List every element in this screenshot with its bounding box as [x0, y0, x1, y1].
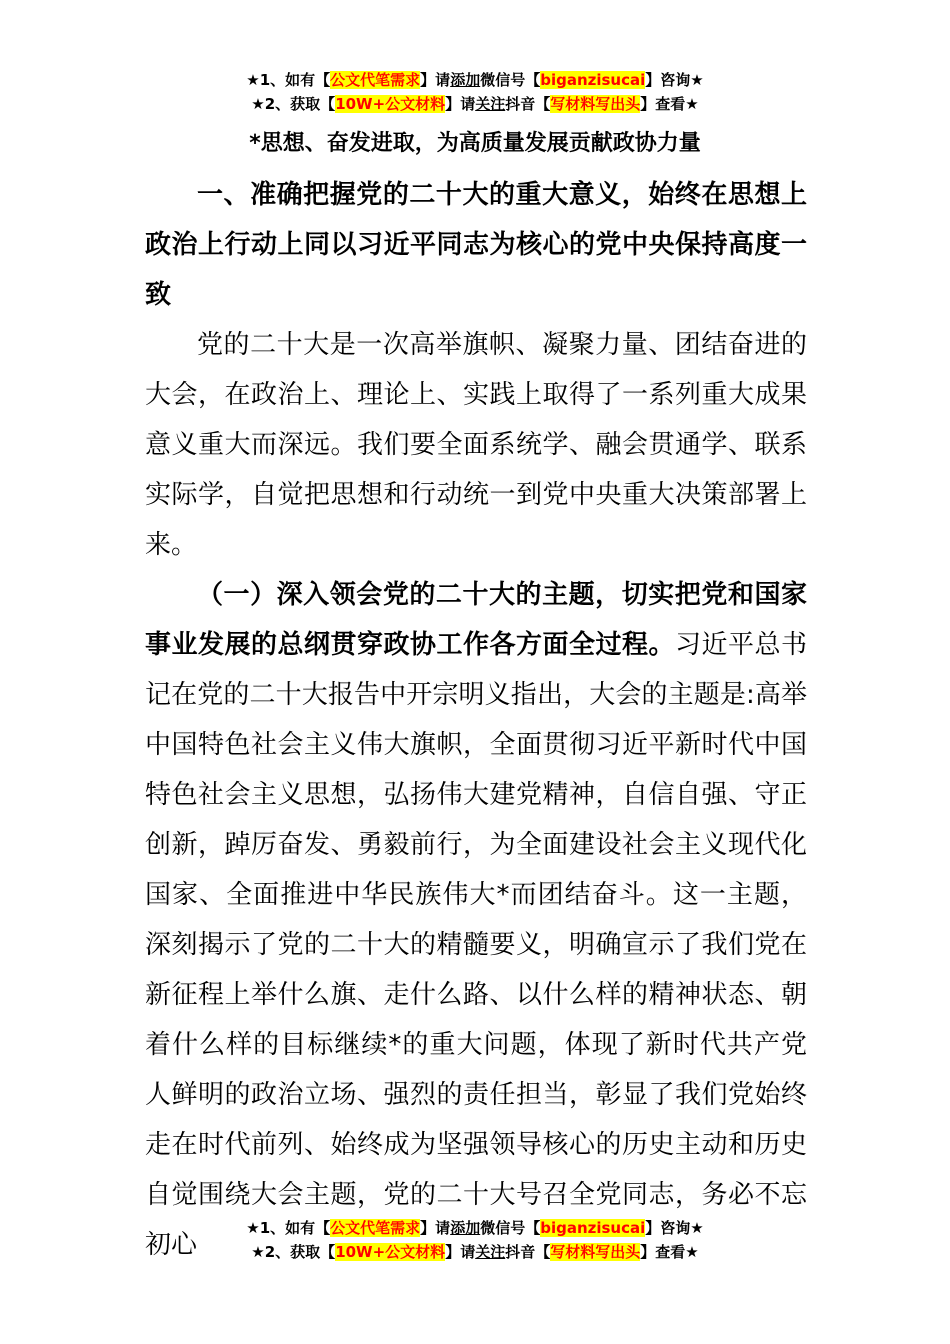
paragraph-lead: （一）深入领会党的二十大的主题，切实把党和国家事业发展的总纲贯穿政协工作各方面全过程。 [145, 580, 807, 660]
promo-notice-bottom [0, 1216, 950, 1264]
document-body [145, 170, 807, 1270]
promo-line-2 [0, 92, 950, 116]
paragraph-body: 习近平总书记在党的二十大报告中开宗明义指出，大会的主题是:高举中国特色社会主义伟大旗帜，全面贯彻习近平新时代中国特色社会主义思想，弘扬伟大建党精神，自信自强、守正创新，踔厉奋发、勇毅前行，为全面建设社会主义现代化国家、全面推进中华民族伟大*而团结奋斗。这一主题，深刻揭示了党的二十大的精髓要义，明确宣示了我们党在新征程上举什么旗、走什么路、以什么样的精神状态、朝着什么样的目标继续*的重大问题，体现了新时代共产党人鲜明的政治立场、强烈的责任担当，彰显了我们党始终走在时代前列、始终成为坚强领导核心的历史主动和历史自觉围绕大会主题，党的二十大号召全党同志，务必不忘初心 [145, 630, 807, 1260]
document-title: *思想、奋发进取，为高质量发展贡献政协力量 [249, 131, 701, 156]
promo-text: 微信号【 [480, 1219, 541, 1237]
paragraph [145, 570, 807, 1270]
promo-line-1 [0, 68, 950, 92]
promo-highlight: 10W+公文材料 [335, 95, 446, 113]
promo-text: ★1、如有【 [246, 71, 331, 89]
promo-text: 】查看★ [640, 95, 699, 113]
promo-text: 抖音【 [505, 1243, 551, 1261]
promo-underline: 关注 [475, 95, 506, 113]
promo-line-2 [0, 1240, 950, 1264]
promo-underline: 添加 [450, 1219, 481, 1237]
promo-text: 】咨询★ [645, 71, 704, 89]
promo-underline: 添加 [450, 71, 481, 89]
promo-text: ★2、获取【 [251, 1243, 336, 1261]
promo-highlight: 写材料写出头 [550, 1243, 641, 1261]
promo-text: 】查看★ [640, 1243, 699, 1261]
paragraph: 党的二十大是一次高举旗帜、凝聚力量、团结奋进的大会，在政治上、理论上、实践上取得了一系列重大成果意义重大而深远。我们要全面系统学、融会贯通学、联系实际学，自觉把思想和行动统一到党中央重大决策部署上来。 [145, 330, 807, 560]
promo-highlight: 公文代笔需求 [330, 1219, 421, 1237]
promo-text: ★2、获取【 [251, 95, 336, 113]
section-heading: 一、准确把握党的二十大的重大意义，始终在思想上政治上行动上同以习近平同志为核心的党中央保持高度一致 [145, 180, 807, 310]
promo-highlight: 公文代笔需求 [330, 71, 421, 89]
promo-text: ★1、如有【 [246, 1219, 331, 1237]
promo-text: 】请 [445, 1243, 476, 1261]
promo-highlight: biganzisucai [540, 71, 646, 89]
promo-notice-top [0, 68, 950, 116]
promo-text: 微信号【 [480, 71, 541, 89]
promo-underline: 关注 [475, 1243, 506, 1261]
promo-text: 】请 [420, 71, 451, 89]
promo-highlight: 10W+公文材料 [335, 1243, 446, 1261]
promo-text: 】请 [445, 95, 476, 113]
promo-highlight: biganzisucai [540, 1219, 646, 1237]
promo-text: 】请 [420, 1219, 451, 1237]
promo-highlight: 写材料写出头 [550, 95, 641, 113]
promo-text: 】咨询★ [645, 1219, 704, 1237]
promo-line-1 [0, 1216, 950, 1240]
promo-text: 抖音【 [505, 95, 551, 113]
